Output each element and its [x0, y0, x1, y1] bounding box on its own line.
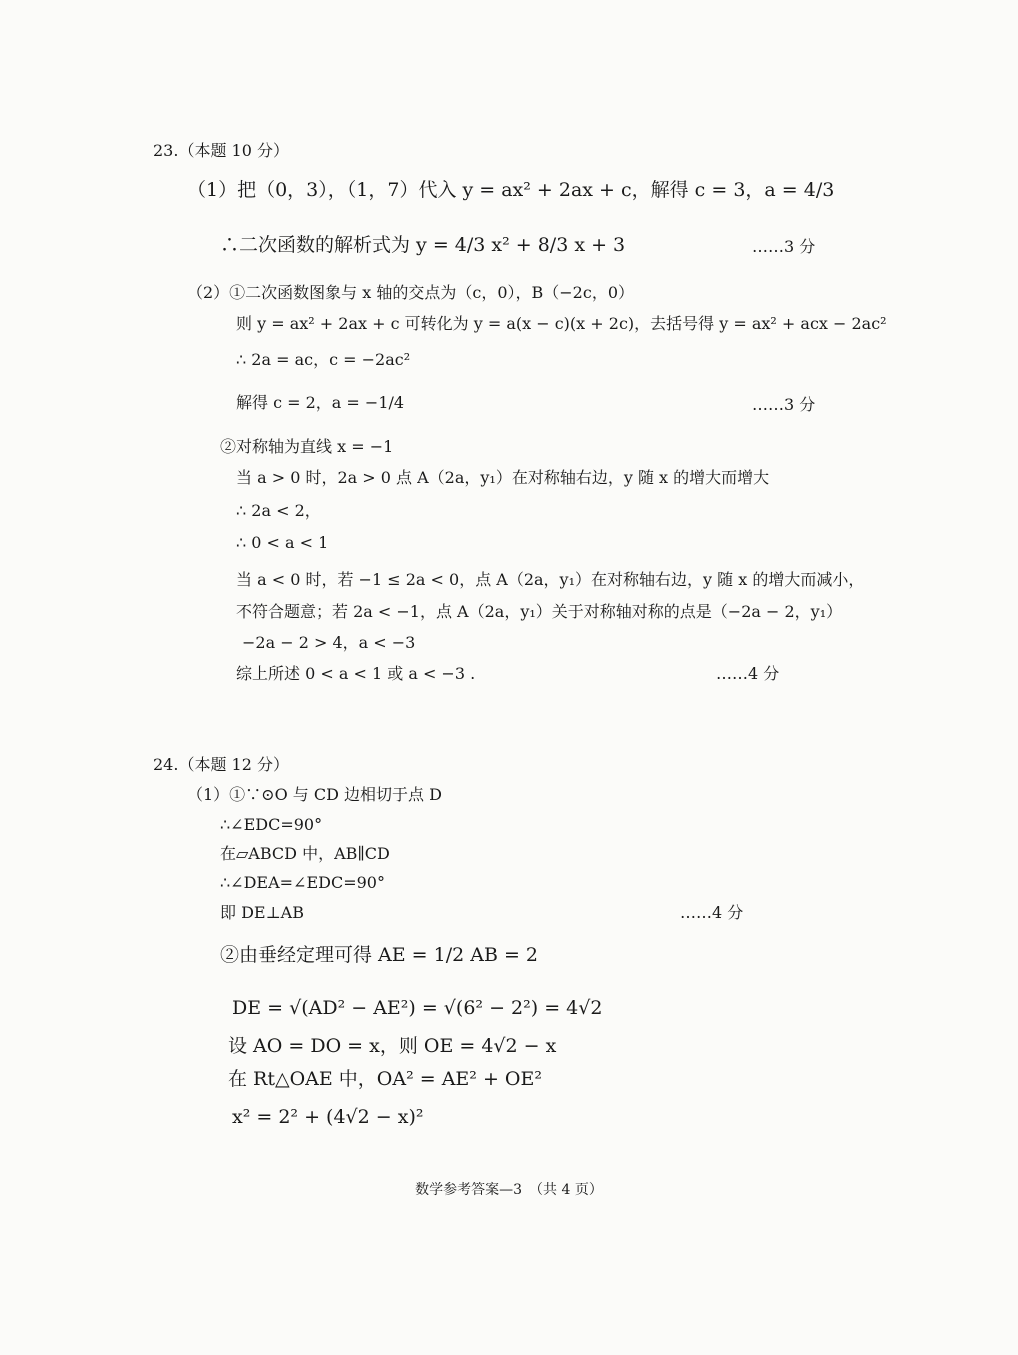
q24-line9: 在 Rt△OAE 中，OA² = AE² + OE² [228, 1068, 542, 1090]
q24-line3: 在▱ABCD 中，AB∥CD [220, 844, 390, 863]
q23-part1-score: ……3 分 [752, 237, 816, 256]
q24-line6: ②由垂经定理可得 AE = 1/2 AB = 2 [220, 944, 539, 966]
q23-part2-line4: 解得 c = 2，a = −1/4 [236, 393, 405, 412]
q23-header: 23.（本题 10 分） [153, 141, 289, 160]
q23-part2-line11: −2a − 2 > 4，a < −3 [242, 633, 416, 652]
q23-part2-line6: 当 a > 0 时，2a > 0 点 A（2a，y₁）在对称轴右边，y 随 x 的增大而增大 [236, 468, 770, 487]
q24-score: ……4 分 [680, 903, 744, 922]
q23-part2-line1: （2）①二次函数图象与 x 轴的交点为（c，0），B（−2c，0） [187, 283, 635, 302]
q23-part1-line1: （1）把（0，3），（1，7）代入 y = ax² + 2ax + c，解得 c = 3，a = 4/3 [187, 179, 835, 201]
q24-line2: ∴∠EDC=90° [220, 815, 323, 834]
q24-line1: （1）①∵⊙O 与 CD 边相切于点 D [187, 785, 442, 804]
q23-part2-line12: 综上所述 0 < a < 1 或 a < −3 . [236, 664, 476, 683]
page-footer: 数学参考答案—3 （共 4 页） [415, 1182, 603, 1198]
q23-part2-score1: ……3 分 [752, 395, 816, 414]
q23-part2-line8: ∴ 0 < a < 1 [236, 533, 329, 552]
q23-part2-line3: ∴ 2a = ac，c = −2ac² [236, 350, 411, 369]
q24-line8: 设 AO = DO = x，则 OE = 4√2 − x [228, 1035, 557, 1057]
q23-part1-line2: ∴二次函数的解析式为 y = 4/3 x² + 8/3 x + 3 [220, 234, 626, 256]
q23-part2-score2: ……4 分 [716, 664, 780, 683]
q23-part2-line10: 不符合题意；若 2a < −1，点 A（2a，y₁）关于对称轴对称的点是（−2a − 2，y₁） [236, 602, 843, 621]
q24-line5: 即 DE⊥AB [220, 903, 304, 922]
q24-line7: DE = √(AD² − AE²) = √(6² − 2²) = 4√2 [232, 997, 603, 1019]
q24-line4: ∴∠DEA=∠EDC=90° [220, 873, 385, 892]
q23-part2-line9: 当 a < 0 时，若 −1 ≤ 2a < 0，点 A（2a，y₁）在对称轴右边，y 随 x 的增大而减小， [236, 570, 865, 589]
q24-line10: x² = 2² + (4√2 − x)² [232, 1106, 424, 1128]
q23-part2-line7: ∴ 2a < 2， [236, 501, 321, 520]
q24-header: 24.（本题 12 分） [153, 755, 289, 774]
q23-part2-line2: 则 y = ax² + 2ax + c 可转化为 y = a(x − c)(x + 2c)，去括号得 y = ax² + acx − 2ac² [236, 314, 887, 333]
q23-part2-line5: ②对称轴为直线 x = −1 [220, 437, 394, 456]
